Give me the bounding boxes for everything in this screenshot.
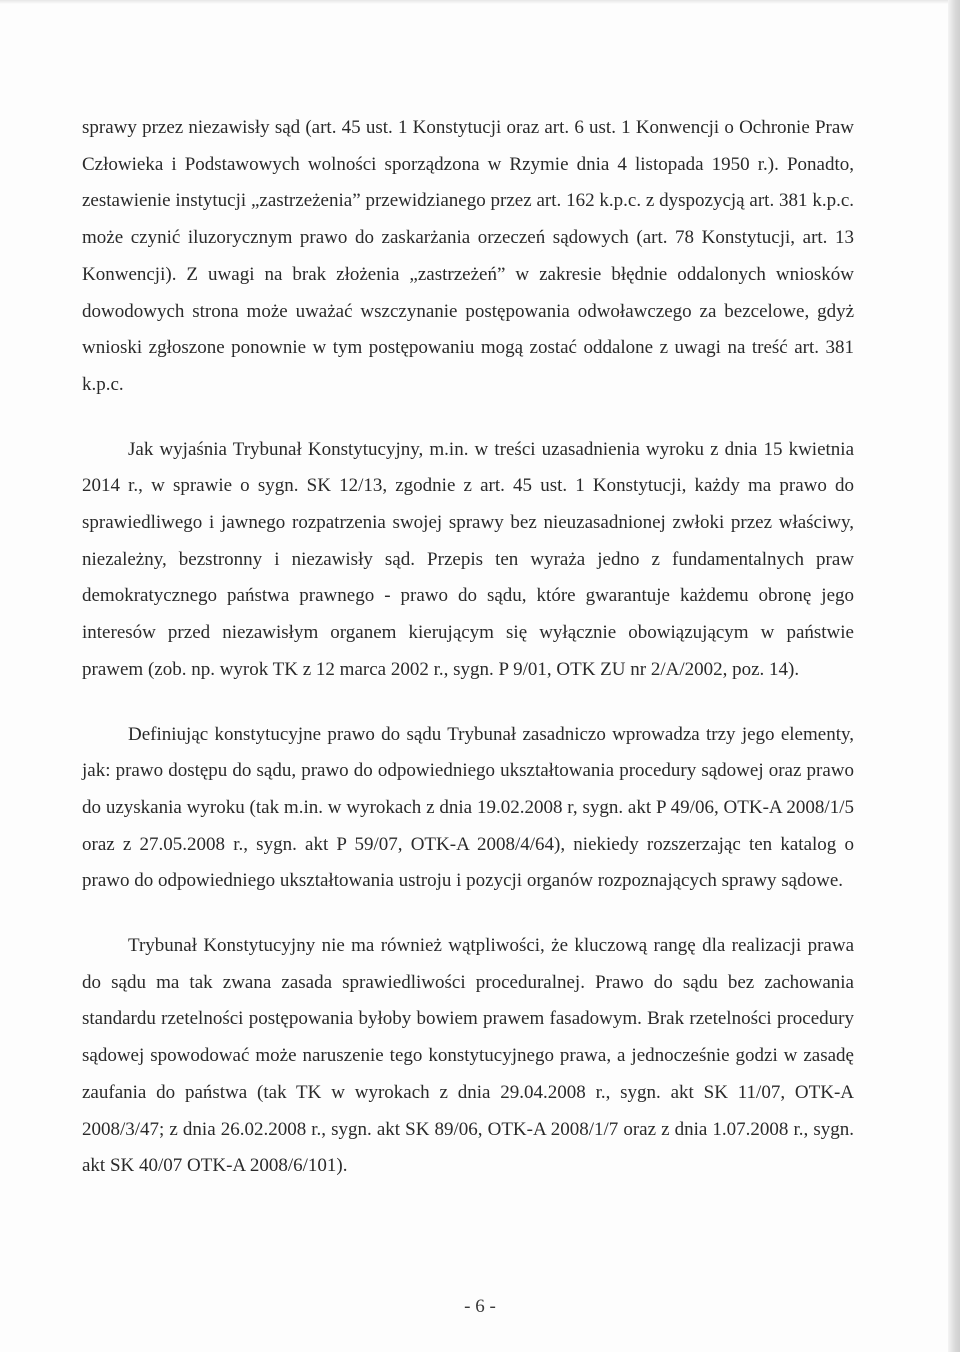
page-number: - 6 - (464, 1296, 496, 1317)
paragraph-4: Trybunał Konstytucyjny nie ma również wątpliwości, że kluczową rangę dla realizacji prawa do sądu ma tak zwana zasada sprawiedliwości proceduralnej. Prawo do sądu bez zachowania standardu rzetelności postępowania byłoby bowiem prawem fasadowym. Brak rzetelności procedury sądowej spowodować może naruszenie tego konstytucyjnego prawa, a jednocześnie godzi w zasadę zaufania do państwa (tak TK w wyrokach z dnia 29.04.2008 r., sygn. akt SK 11/07, OTK-A 2008/3/47; z dnia 26.02.2008 r., sygn. akt SK 89/06, OTK-A 2008/1/7 oraz z dnia 1.07.2008 r., sygn. akt SK 40/07 OTK-A 2008/6/101). (82, 935, 854, 1177)
paragraph-2: Jak wyjaśnia Trybunał Konstytucyjny, m.in. w treści uzasadnienia wyroku z dnia 15 kwietnia 2014 r., w sprawie o sygn. SK 12/13, zgodnie z art. 45 ust. 1 Konstytucji, każdy ma prawo do sprawiedliwego i jawnego rozpatrzenia swojej sprawy bez nieuzasadnionej zwłoki przez właściwy, niezależny, bezstronny i niezawisły sąd. Przepis ten wyraża jedno z fundamentalnych praw demokratycznego państwa prawnego - prawo do sądu, które gwarantuje każdemu obronę jego interesów przed niezawisłym organem kierującym się wyłącznie obowiązującym w państwie prawem (zob. np. wyrok TK z 12 marca 2002 r., sygn. P 9/01, OTK ZU nr 2/A/2002, poz. 14). (82, 438, 854, 680)
paragraph-3: Definiując konstytucyjne prawo do sądu Trybunał zasadniczo wprowadza trzy jego elementy, jak: prawo dostępu do sądu, prawo do odpowiedniego ukształtowania procedury sądowej oraz prawo do uzyskania wyroku (tak m.in. w wyrokach z dnia 19.02.2008 r, sygn. akt P 49/06, OTK-A 2008/1/5 oraz z 27.05.2008 r., sygn. akt P 59/07, OTK-A 2008/4/64), niekiedy rozszerzając ten katalog o prawo do odpowiedniego ukształtowania ustroju i pozycji organów rozpoznających sprawy sądowe. (82, 723, 854, 892)
paragraph-1: sprawy przez niezawisły sąd (art. 45 ust. 1 Konstytucji oraz art. 6 ust. 1 Konwencji o Ochronie Praw Człowieka i Podstawowych wolności sporządzona w Rzymie dnia 4 listopada 1950 r.). Ponadto, zestawienie instytucji „zastrzeżenia” przewidzianego przez art. 162 k.p.c. z dyspozycją art. 381 k.p.c. może czynić iluzorycznym prawo do zaskarżania orzeczeń sądowych (art. 78 Konstytucji, art. 13 Konwencji). Z uwagi na brak złożenia „zastrzeżeń” w zakresie błędnie oddalonych wniosków dowodowych strona może uważać wszczynanie postępowania odwoławczego za bezcelowe, gdyż wnioski zgłoszone ponownie w tym postępowaniu mogą zostać oddalone z uwagi na treść art. 381 k.p.c. (82, 117, 854, 395)
document-body (82, 110, 854, 1185)
scan-top-shadow (0, 0, 960, 4)
scan-edge-shadow (948, 0, 960, 1352)
